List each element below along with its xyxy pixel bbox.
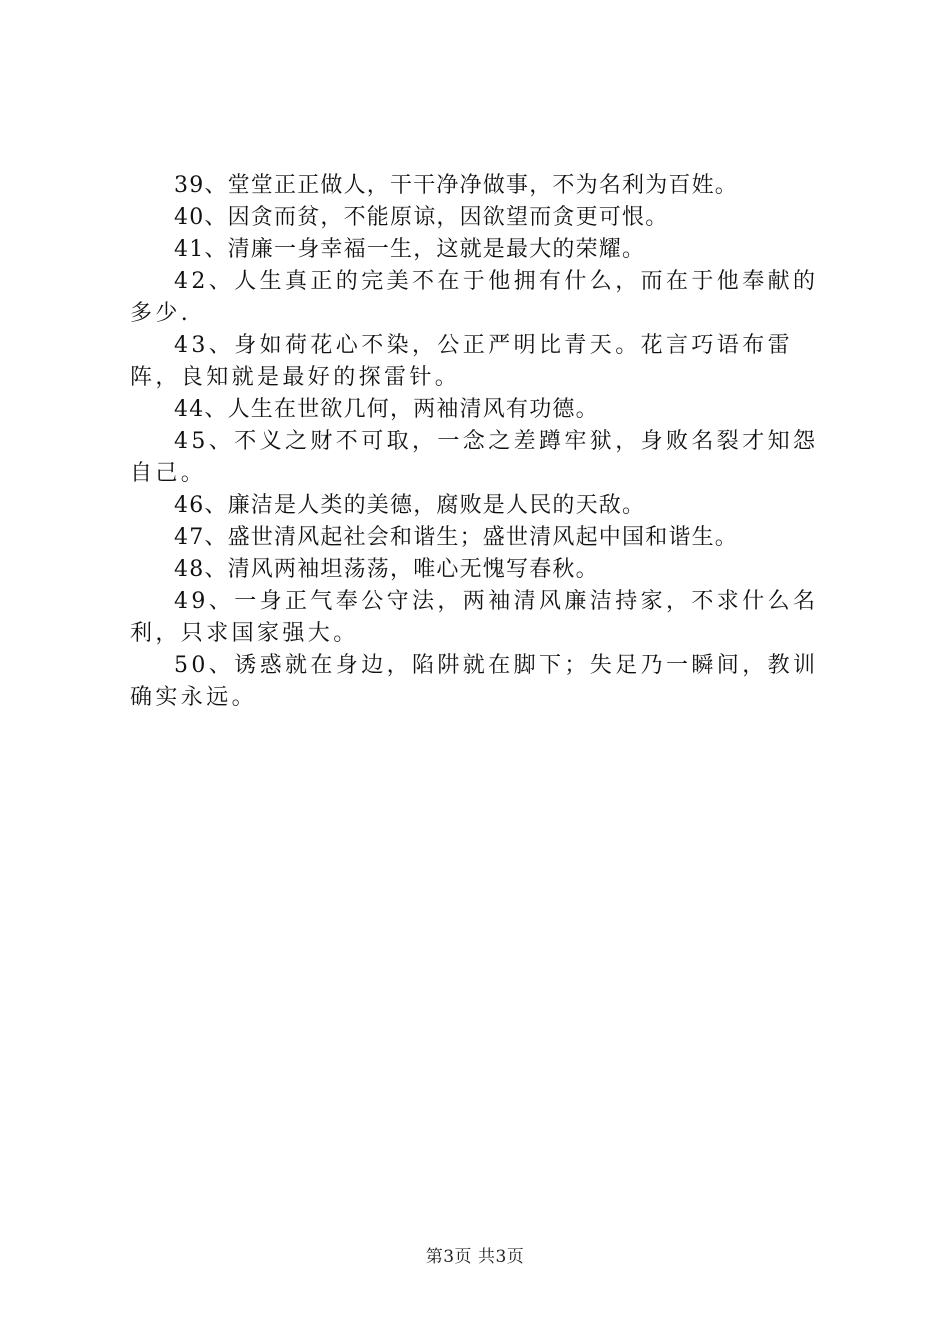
paragraph-48: 48、清风两袖坦荡荡，唯心无愧写春秋。 bbox=[174, 557, 599, 582]
paragraph-47: 47、盛世清风起社会和谐生；盛世清风起中国和谐生。 bbox=[174, 525, 738, 550]
paragraph-49: 49、一身正气奉公守法，两袖清风廉洁持家，不求什么名利，只求国家强大。 bbox=[130, 589, 819, 646]
paragraph-43: 43、身如荷花心不染，公正严明比青天。花言巧语布雷阵，良知就是最好的探雷针。 bbox=[130, 333, 793, 390]
paragraph-42: 42、人生真正的完美不在于他拥有什么，而在于他奉献的多少. bbox=[130, 269, 819, 326]
paragraph-45: 45、不义之财不可取，一念之差蹲牢狱，身败名裂才知怨自己。 bbox=[130, 429, 819, 486]
paragraph-46: 46、廉洁是人类的美德，腐败是人民的天敌。 bbox=[174, 493, 646, 518]
page-number-footer: 第3页 共3页 bbox=[425, 1247, 525, 1267]
paragraph-41: 41、清廉一身幸福一生，这就是最大的荣耀。 bbox=[174, 237, 646, 262]
document-body bbox=[130, 170, 842, 714]
paragraph-40: 40、因贪而贫，不能原谅，因欲望而贪更可恨。 bbox=[174, 205, 669, 230]
paragraph-50: 50、诱惑就在身边，陷阱就在脚下；失足乃一瞬间，教训确实永远。 bbox=[130, 653, 819, 710]
paragraph-39: 39、堂堂正正做人，干干净净做事，不为名利为百姓。 bbox=[174, 173, 738, 198]
paragraph-44: 44、人生在世欲几何，两袖清风有功德。 bbox=[174, 397, 599, 422]
